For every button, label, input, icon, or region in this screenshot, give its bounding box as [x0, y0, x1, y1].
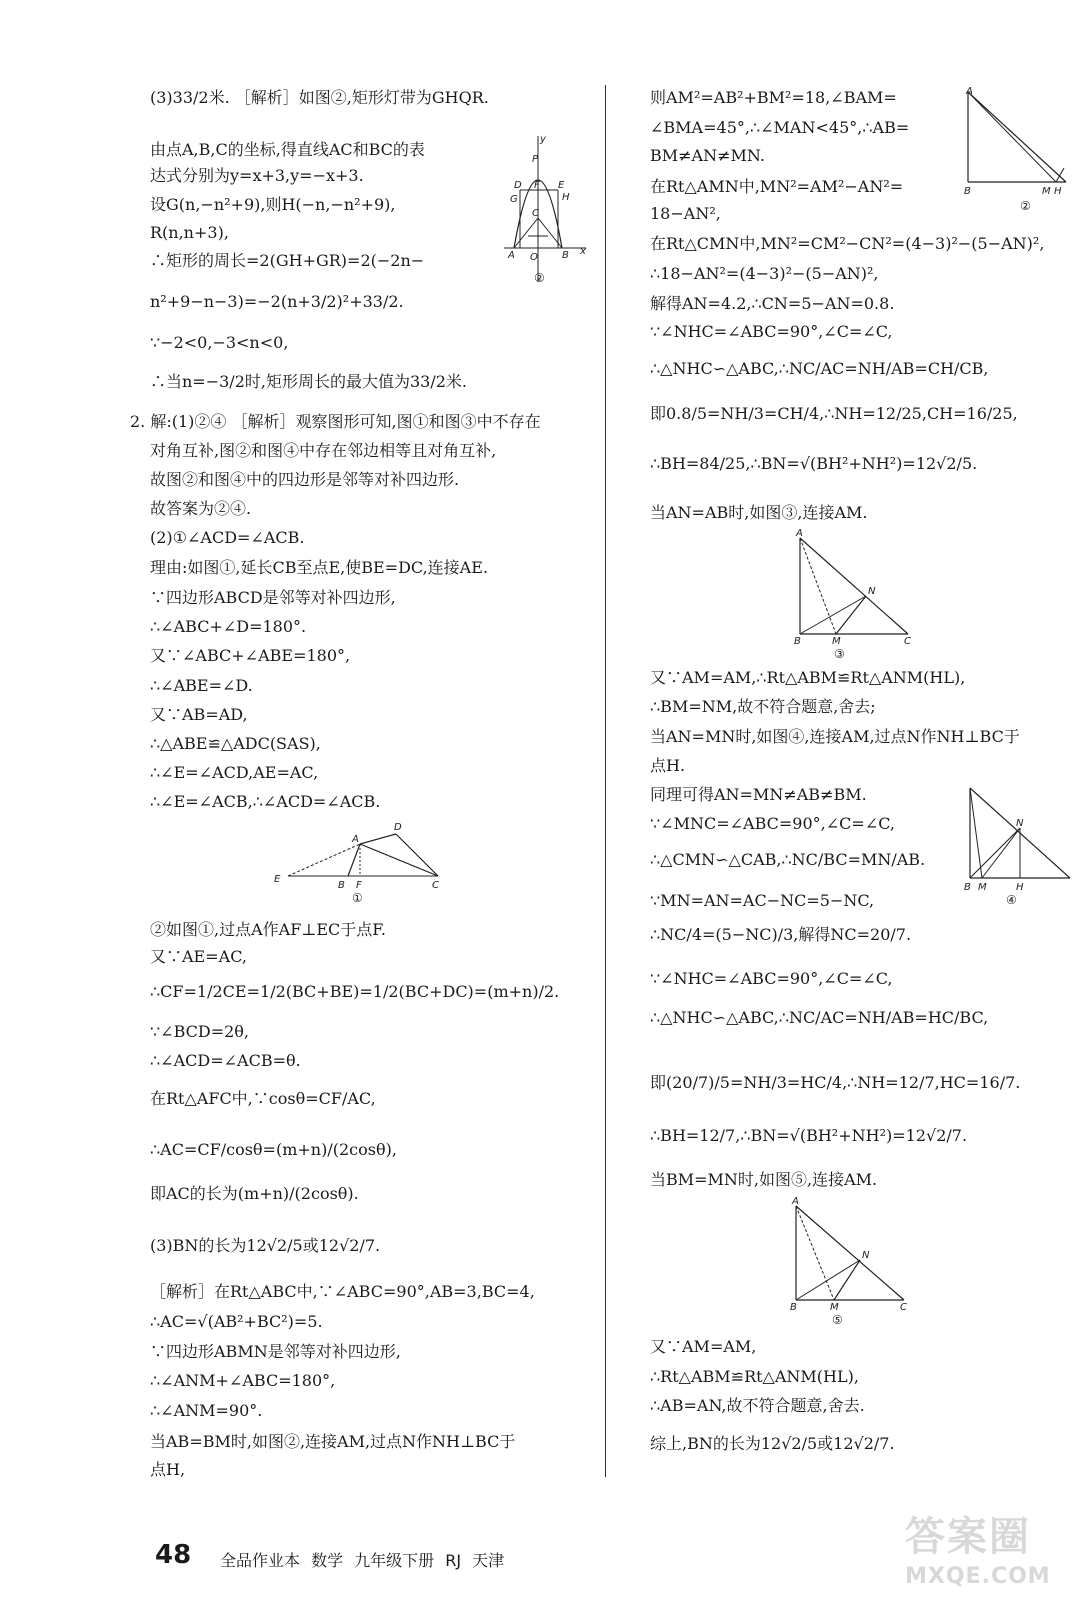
fig-parabola-label: x: [580, 246, 586, 257]
right-text-line: 18−AN²,: [650, 204, 721, 223]
left-text-line: ∴CF=1/2CE=1/2(BC+BE)=1/2(BC+DC)=(m+n)/2.: [150, 982, 560, 1001]
left-text-line: ∵四边形ABMN是邻等对补四边形,: [150, 1342, 401, 1361]
right-text-line: 又∵AM=AM,: [650, 1337, 757, 1356]
left-text-line: 又∵∠ABC+∠ABE=180°,: [150, 646, 351, 665]
fig-tri2-label: B: [964, 186, 971, 197]
right-text-line: 在Rt△AMN中,MN²=AM²−AN²=: [650, 177, 904, 196]
right-text-line: 解得AN=4.2,∴CN=5−AN=0.8.: [650, 294, 895, 313]
fig-tri2-label: A: [966, 86, 973, 97]
fig-tri4-label: B: [964, 882, 971, 893]
left-text-line: n²+9−n−3)=−2(n+3/2)²+33/2.: [150, 292, 404, 311]
right-text-line: 综上,BN的长为12√2/5或12√2/7.: [650, 1434, 895, 1453]
left-text-line: 故图②和图④中的四边形是邻等对补四边形.: [150, 470, 460, 489]
right-text-line: 又∵AM=AM,∴Rt△ABM≌Rt△ANM(HL),: [650, 668, 966, 687]
figure-quadrilateral: [268, 818, 458, 904]
right-text-line: ∴△NHC∽△ABC,∴NC/AC=NH/AB=CH/CB,: [650, 359, 989, 378]
right-text-line: ∠BMA=45°,∴∠MAN<45°,∴AB=: [650, 118, 910, 137]
left-text-line: ∴当n=−3/2时,矩形周长的最大值为33/2米.: [150, 372, 467, 391]
fig-quad-label: E: [274, 874, 281, 885]
watermark-line1: 答案圈: [905, 1514, 1031, 1560]
fig-parabola-label: E: [558, 180, 565, 191]
left-text-line: 对角互补,图②和图④中存在邻边相等且对角互补,: [150, 441, 497, 460]
fig-tri3-label: B: [794, 636, 801, 647]
right-text-line: ∴△CMN∽△CAB,∴NC/BC=MN/AB.: [650, 850, 926, 869]
left-text-line: ∴AC=CF/cosθ=(m+n)/(2cosθ),: [150, 1140, 397, 1159]
fig-tri3-caption: ③: [834, 647, 845, 660]
left-text-line: ［解析］在Rt△ABC中,∵∠ABC=90°,AB=3,BC=4,: [150, 1282, 535, 1301]
right-text-line: ∴BM=NM,故不符合题意,舍去;: [650, 697, 876, 716]
fig-tri5-label: M: [830, 1302, 839, 1313]
fig-tri3-label: A: [796, 528, 803, 539]
left-text-line: 即AC的长为(m+n)/(2cosθ).: [150, 1184, 359, 1203]
right-text-line: 当BM=MN时,如图⑤,连接AM.: [650, 1170, 878, 1189]
left-text-line: ∴∠E=∠ACB,∴∠ACD=∠ACB.: [150, 792, 381, 811]
fig-tri4-label: N: [1016, 818, 1024, 829]
left-text-line: ∴AC=√(AB²+BC²)=5.: [150, 1312, 323, 1331]
left-text-line: 理由:如图①,延长CB至点E,使BE=DC,连接AE.: [150, 558, 488, 577]
right-text-line: 即(20/7)/5=NH/3=HC/4,∴NH=12/7,HC=16/7.: [650, 1073, 1021, 1092]
fig-parabola-label: H: [562, 192, 570, 203]
left-text-line: ∴∠E=∠ACD,AE=AC,: [150, 763, 319, 782]
column-divider: [605, 85, 606, 1477]
fig-tri5-label: A: [792, 1196, 799, 1207]
right-text-line: ∴△NHC∽△ABC,∴NC/AC=NH/AB=HC/BC,: [650, 1008, 989, 1027]
left-text-line: ∴∠ACD=∠ACB=θ.: [150, 1051, 301, 1070]
page-number: 48: [155, 1540, 192, 1570]
right-text-line: ∵∠NHC=∠ABC=90°,∠C=∠C,: [650, 322, 893, 341]
fig-parabola-label: O: [530, 252, 538, 263]
fig-tri5-caption: ⑤: [832, 1313, 843, 1326]
left-text-line: 故答案为②④.: [150, 499, 252, 518]
left-text-line: ②如图①,过点A作AF⊥EC于点F.: [150, 920, 386, 939]
right-text-line: ∴NC/4=(5−NC)/3,解得NC=20/7.: [650, 925, 912, 944]
right-text-line: ∴AB=AN,故不符合题意,舍去.: [650, 1396, 865, 1415]
left-text-line: ∵∠BCD=2θ,: [150, 1022, 250, 1041]
left-text-line: (2)①∠ACD=∠ACB.: [150, 528, 305, 547]
right-text-line: BM≠AN≠MN.: [650, 146, 765, 165]
right-text-line: 在Rt△CMN中,MN²=CM²−CN²=(4−3)²−(5−AN)²,: [650, 234, 1045, 253]
left-text-line: ∴∠ABC+∠D=180°.: [150, 617, 307, 636]
left-text-line: 又∵AE=AC,: [150, 947, 247, 966]
fig-quad-label: A: [352, 834, 359, 845]
figure-triangle-3: [790, 528, 922, 660]
left-text-line: 又∵AB=AD,: [150, 705, 248, 724]
fig-tri2-label: M: [1042, 186, 1051, 197]
fig-parabola-label: D: [514, 180, 522, 191]
left-text-line: R(n,n+3),: [150, 223, 229, 242]
fig-parabola-label: y: [540, 134, 546, 145]
figure-triangle-4: [960, 784, 1070, 908]
right-text-line: ∴18−AN²=(4−3)²−(5−AN)²,: [650, 264, 879, 283]
left-text-line: 在Rt△AFC中,∵cosθ=CF/AC,: [150, 1089, 376, 1108]
left-text-line: 当AB=BM时,如图②,连接AM,过点N作NH⊥BC于: [150, 1432, 516, 1451]
right-text-line: 当AN=AB时,如图③,连接AM.: [650, 503, 868, 522]
fig-parabola-label: B: [562, 250, 569, 261]
left-text-line: 设G(n,−n²+9),则H(−n,−n²+9),: [150, 195, 396, 214]
left-text-line: 2. 解:(1)②④ ［解析］观察图形可知,图①和图③中不存在: [130, 412, 541, 431]
fig-parabola-label: P: [532, 154, 539, 165]
left-text-line: 点H,: [150, 1460, 186, 1479]
left-text-line: ∴矩形的周长=2(GH+GR)=2(−2n−: [150, 251, 425, 270]
fig-tri2-caption: ②: [1020, 199, 1031, 213]
left-text-line: 由点A,B,C的坐标,得直线AC和BC的表: [150, 140, 425, 159]
right-text-line: ∴BH=12/7,∴BN=√(BH²+NH²)=12√2/7.: [650, 1126, 968, 1145]
fig-tri5-label: C: [900, 1302, 907, 1313]
fig-parabola-caption: ②: [534, 271, 545, 285]
fig-parabola-label: A: [508, 250, 515, 261]
fig-tri2-label: H: [1054, 186, 1062, 197]
fig-quad-label: F: [356, 880, 362, 891]
right-text-line: 即0.8/5=NH/3=CH/4,∴NH=12/25,CH=16/25,: [650, 404, 1018, 423]
left-text-line: ∵−2<0,−3<n<0,: [150, 333, 289, 352]
watermark-logo: [905, 1505, 1051, 1589]
right-text-line: ∵MN=AN=AC−NC=5−NC,: [650, 891, 875, 910]
fig-tri4-label: M: [978, 882, 987, 893]
fig-parabola-label: F: [534, 180, 540, 191]
right-text-line: ∵∠MNC=∠ABC=90°,∠C=∠C,: [650, 814, 895, 833]
right-text-line: ∴Rt△ABM≌Rt△ANM(HL),: [650, 1367, 859, 1386]
fig-quad-label: B: [338, 880, 345, 891]
watermark-line2: MXQE.COM: [905, 1564, 1051, 1589]
fig-tri5-label: N: [862, 1250, 870, 1261]
fig-quad-label: C: [432, 880, 439, 891]
figure-triangle-2: [960, 84, 1068, 216]
right-text-line: 则AM²=AB²+BM²=18,∠BAM=: [650, 88, 897, 107]
left-text-line: ∴△ABE≌△ADC(SAS),: [150, 734, 321, 753]
fig-parabola-label: C: [532, 208, 539, 219]
fig-quad-label: D: [394, 822, 402, 833]
left-text-line: (3)33/2米. ［解析］如图②,矩形灯带为GHQR.: [150, 88, 489, 107]
footer-text: 全品作业本 数学 九年级下册 RJ 天津: [220, 1551, 505, 1570]
figure-parabola: [500, 132, 592, 290]
fig-tri5-label: B: [790, 1302, 797, 1313]
fig-quad-caption: ①: [352, 891, 363, 904]
left-text-line: ∴∠ANM=90°.: [150, 1401, 263, 1420]
fig-tri3-label: C: [904, 636, 911, 647]
fig-tri4-caption: ④: [1006, 893, 1017, 907]
fig-tri3-label: M: [832, 636, 841, 647]
left-text-line: ∴∠ABE=∠D.: [150, 676, 253, 695]
left-text-line: ∴∠ANM+∠ABC=180°,: [150, 1371, 336, 1390]
right-text-line: ∵∠NHC=∠ABC=90°,∠C=∠C,: [650, 969, 893, 988]
fig-parabola-label: G: [510, 194, 518, 205]
right-text-line: 当AN=MN时,如图④,连接AM,过点N作NH⊥BC于: [650, 727, 1020, 746]
left-text-line: 达式分别为y=x+3,y=−x+3.: [150, 166, 364, 185]
left-text-line: ∵四边形ABCD是邻等对补四边形,: [150, 588, 396, 607]
right-text-line: ∴BH=84/25,∴BN=√(BH²+NH²)=12√2/5.: [650, 454, 978, 473]
fig-tri4-label: H: [1016, 882, 1024, 893]
fig-tri3-label: N: [868, 586, 876, 597]
figure-triangle-5: [786, 1196, 918, 1326]
right-text-line: 同理可得AN=MN≠AB≠BM.: [650, 785, 867, 804]
right-text-line: 点H.: [650, 756, 686, 775]
left-text-line: (3)BN的长为12√2/5或12√2/7.: [150, 1236, 381, 1255]
